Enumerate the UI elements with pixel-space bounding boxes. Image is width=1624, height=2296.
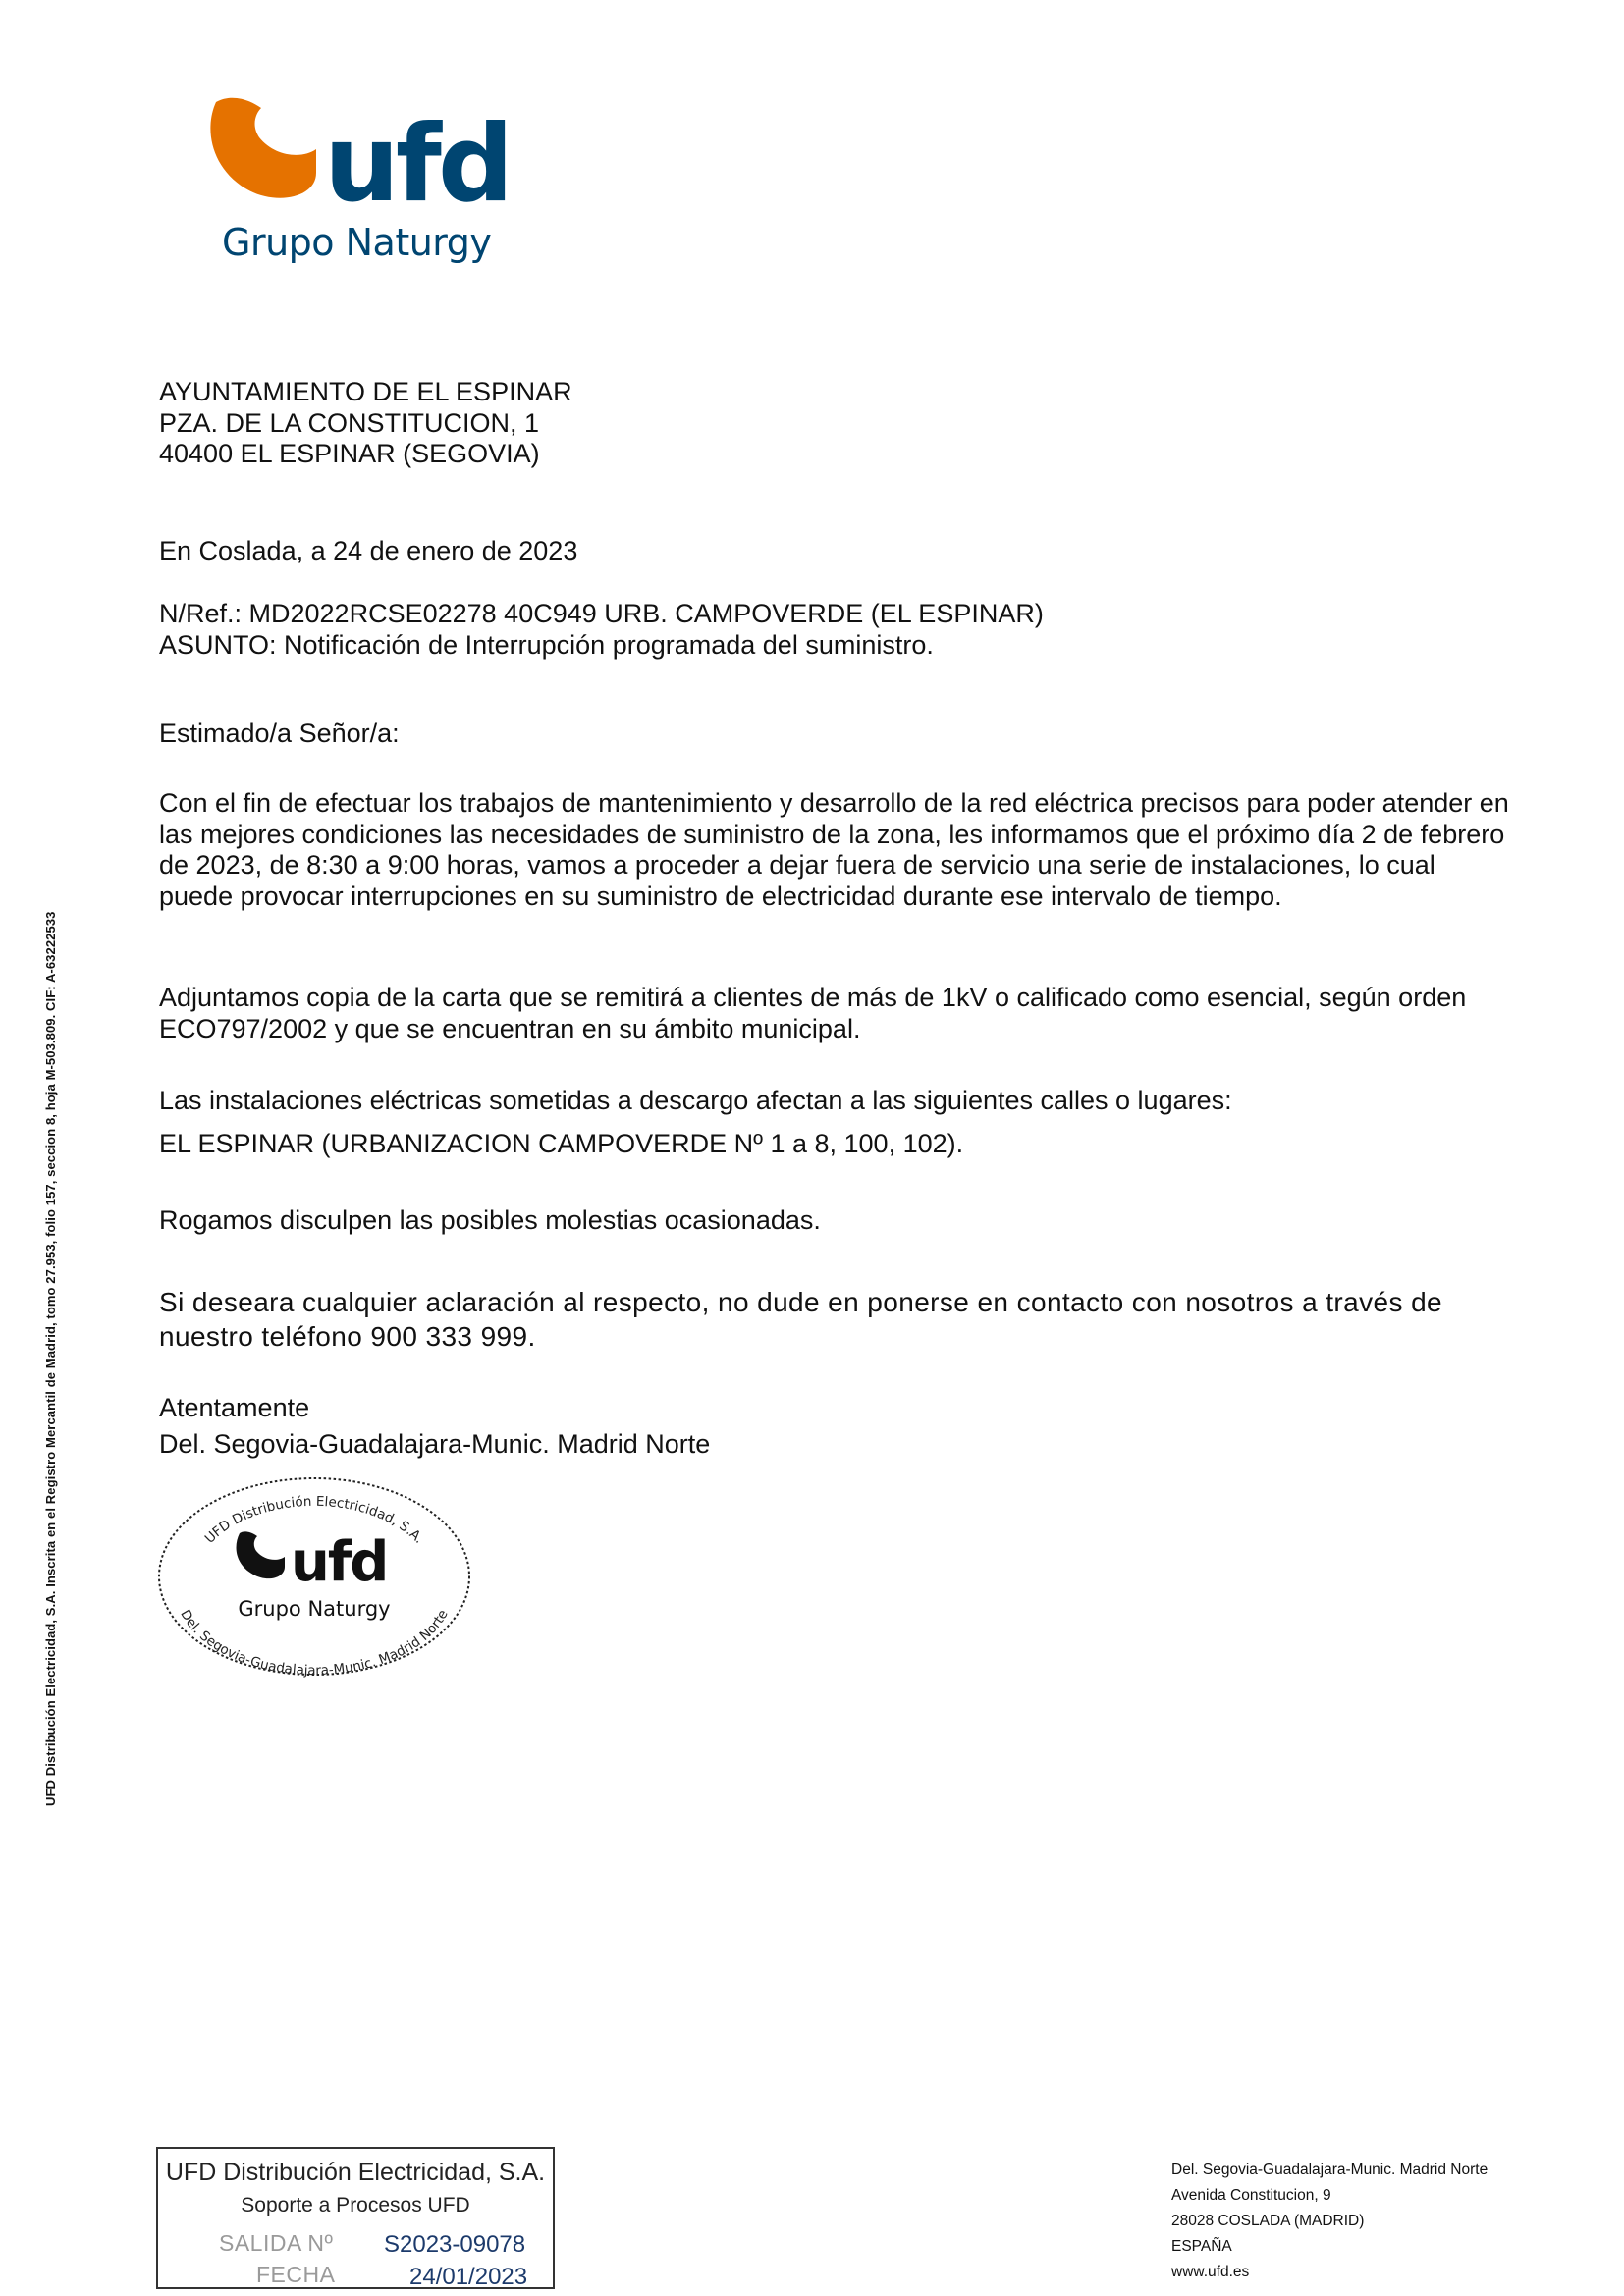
footer-line-4: ESPAÑA: [1171, 2238, 1232, 2255]
footer-line-2: Avenida Constitucion, 9: [1171, 2187, 1331, 2204]
footer-address: [1171, 2158, 1488, 2285]
paragraph-attachment: Adjuntamos copia de la carta que se remitirá a clientes de más de 1kV o calificado como esencial, según orden ECO797/2002 y que se encuentran en su ámbito municipal.: [159, 983, 1467, 1043]
stamp-bottom-text: Del. Segovia-Guadalajara-Munic. Madrid Norte: [177, 1607, 452, 1680]
registry-salida-value: S2023-09078: [384, 2231, 526, 2258]
closing-signature: Del. Segovia-Guadalajara-Munic. Madrid Norte: [159, 1429, 711, 1459]
stamp-group: Grupo Naturgy: [238, 1597, 391, 1621]
stamp-brand: ufd: [291, 1530, 388, 1594]
registry-department: Soporte a Procesos UFD: [241, 2194, 470, 2216]
side-legal-text: UFD Distribución Electricidad, S.A. Inscrita en el Registro Mercantil de Madrid, tomo 27.953, folio 157, seccion 8, hoja M-503.809. CIF: A-63222533: [43, 911, 58, 1806]
recipient-address: [159, 377, 572, 470]
logo-group-name: Grupo Naturgy: [222, 221, 492, 264]
footer-line-3: 28028 COSLADA (MADRID): [1171, 2213, 1365, 2229]
stamp-logo-mark: [237, 1531, 285, 1578]
greeting: Estimado/a Señor/a:: [159, 719, 400, 748]
footer-line-1: Del. Segovia-Guadalajara-Munic. Madrid Norte: [1171, 2162, 1489, 2178]
closing-block: [159, 1390, 710, 1463]
footer-website: www.ufd.es: [1171, 2264, 1250, 2280]
stamp-top-text: UFD Distribución Electricidad, S.A.: [201, 1493, 427, 1547]
reference-line: N/Ref.: MD2022RCSE02278 40C949 URB. CAMPOVERDE (EL ESPINAR): [159, 599, 1044, 628]
logo-orange-mark: [210, 98, 316, 198]
affected-locations: EL ESPINAR (URBANIZACION CAMPOVERDE Nº 1 a 8, 100, 102).: [159, 1129, 964, 1158]
logo-wordmark: ufd: [324, 103, 511, 226]
registry-company: UFD Distribución Electricidad, S.A.: [165, 2159, 546, 2186]
registry-salida-label: SALIDA Nº: [219, 2230, 334, 2256]
company-logo: [206, 86, 530, 283]
recipient-line-1: AYUNTAMIENTO DE EL ESPINAR: [159, 377, 572, 406]
paragraph-affected-intro: Las instalaciones eléctricas sometidas a descargo afectan a las siguientes calles o lugares:: [159, 1086, 1232, 1115]
registry-box: [156, 2147, 555, 2289]
registry-fecha-label: FECHA: [256, 2262, 336, 2287]
closing-salutation: Atentamente: [159, 1393, 310, 1422]
paragraph-apology: Rogamos disculpen las posibles molestias ocasionadas.: [159, 1205, 821, 1235]
date-line: En Coslada, a 24 de enero de 2023: [159, 536, 578, 565]
recipient-line-2: PZA. DE LA CONSTITUCION, 1: [159, 407, 540, 438]
subject-line: ASUNTO: Notificación de Interrupción programada del suministro.: [159, 629, 934, 660]
reference-block: [159, 599, 1044, 661]
recipient-line-3: 40400 EL ESPINAR (SEGOVIA): [159, 439, 540, 468]
company-stamp: [155, 1472, 473, 1681]
registry-fecha-value: 24/01/2023: [409, 2264, 528, 2290]
paragraph-maintenance: Con el fin de efectuar los trabajos de mantenimiento y desarrollo de la red eléctrica precisos para poder atender en las mejores condiciones las necesidades de suministro de la zona, les informamos que el próximo día 2 de febrero de 2023, de 8:30 a 9:00 horas, vamos a proceder a dejar fuera de servicio una serie de instalaciones, lo cual puede provocar interrupciones en su suministro de electricidad durante ese intervalo de tiempo.: [159, 788, 1509, 911]
paragraph-contact: Si deseara cualquier aclaración al respecto, no dude en ponerse en contacto con nosotros a través de nuestro teléfono 900 333 999.: [159, 1287, 1443, 1352]
